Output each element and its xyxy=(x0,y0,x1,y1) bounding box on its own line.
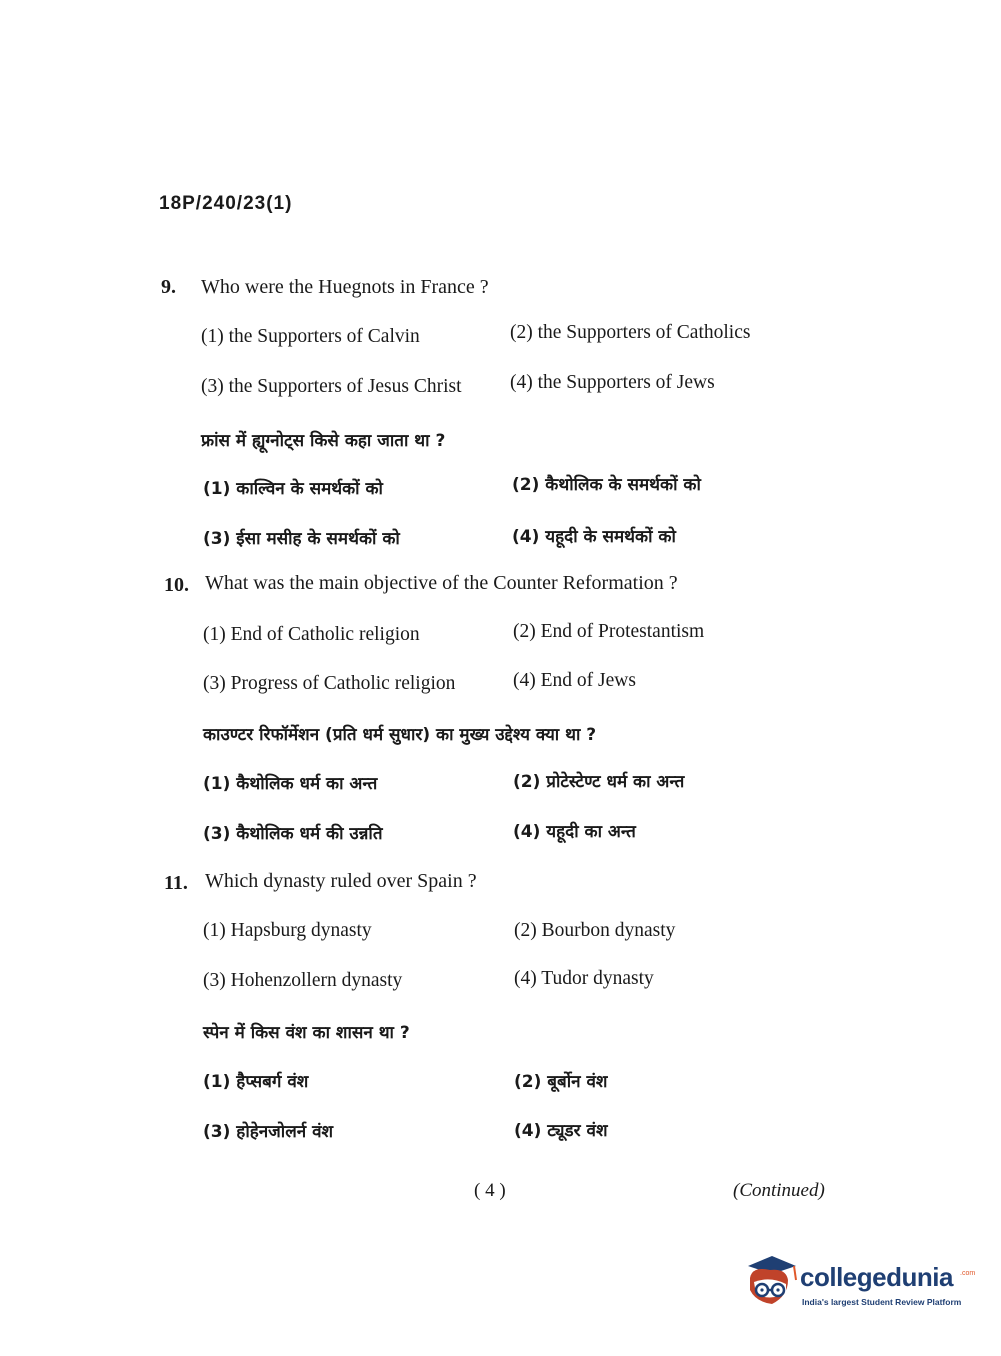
page-number: ( 4 ) xyxy=(474,1180,506,1201)
brand-name: collegedunia xyxy=(800,1262,953,1292)
option-4-hi: (4) यहूदी के समर्थकों को xyxy=(512,527,676,547)
paper-code: 18P/240/23(1) xyxy=(159,193,293,214)
option-3-hi: (3) होहेनजोलर्न वंश xyxy=(203,1122,334,1142)
question-text-hi: फ्रांस में ह्यूग्नोट्स किसे कहा जाता था ? xyxy=(201,431,446,451)
option-2-en: (2) Bourbon dynasty xyxy=(514,920,676,941)
continued-label: (Continued) xyxy=(733,1180,825,1201)
option-4-en: (4) the Supporters of Jews xyxy=(510,372,715,393)
option-1-hi: (1) हैप्सबर्ग वंश xyxy=(203,1072,309,1092)
option-4-hi: (4) ट्यूडर वंश xyxy=(514,1121,608,1141)
option-3-en: (3) Hohenzollern dynasty xyxy=(203,970,403,991)
brand-tagline: India's largest Student Review Platform xyxy=(802,1297,962,1307)
option-1-en: (1) End of Catholic religion xyxy=(203,624,420,645)
question-text-en: What was the main objective of the Counter Reformation ? xyxy=(205,572,678,594)
option-4-en: (4) End of Jews xyxy=(513,670,636,691)
collegedunia-watermark xyxy=(742,1252,976,1318)
option-4-hi: (4) यहूदी का अन्त xyxy=(513,822,636,842)
question-number: 9. xyxy=(161,276,176,298)
option-2-hi: (2) प्रोटेस्टेण्ट धर्म का अन्त xyxy=(513,772,685,792)
option-3-hi: (3) कैथोलिक धर्म की उन्नति xyxy=(203,824,383,844)
option-1-en: (1) the Supporters of Calvin xyxy=(201,326,420,347)
option-3-hi: (3) ईसा मसीह के समर्थकों को xyxy=(203,529,400,549)
option-1-hi: (1) काल्विन के समर्थकों को xyxy=(203,479,383,499)
option-1-hi: (1) कैथोलिक धर्म का अन्त xyxy=(203,774,378,794)
question-number: 11. xyxy=(164,872,188,894)
mascot-icon xyxy=(742,1252,800,1314)
option-2-en: (2) the Supporters of Catholics xyxy=(510,322,751,343)
question-number: 10. xyxy=(164,574,189,596)
option-2-hi: (2) कैथोलिक के समर्थकों को xyxy=(512,475,701,495)
option-3-en: (3) the Supporters of Jesus Christ xyxy=(201,376,462,397)
question-text-en: Who were the Huegnots in France ? xyxy=(201,276,489,298)
option-2-hi: (2) बूर्बोन वंश xyxy=(514,1072,608,1092)
question-text-hi: काउण्टर रिफॉर्मेशन (प्रति धर्म सुधार) का मुख्य उद्देश्य क्या था ? xyxy=(203,725,597,745)
option-1-en: (1) Hapsburg dynasty xyxy=(203,920,372,941)
option-2-en: (2) End of Protestantism xyxy=(513,621,705,642)
question-text-hi: स्पेन में किस वंश का शासन था ? xyxy=(203,1023,410,1043)
option-4-en: (4) Tudor dynasty xyxy=(514,968,654,989)
question-text-en: Which dynasty ruled over Spain ? xyxy=(205,870,477,892)
brand-domain: .com xyxy=(960,1270,976,1277)
option-3-en: (3) Progress of Catholic religion xyxy=(203,673,456,694)
